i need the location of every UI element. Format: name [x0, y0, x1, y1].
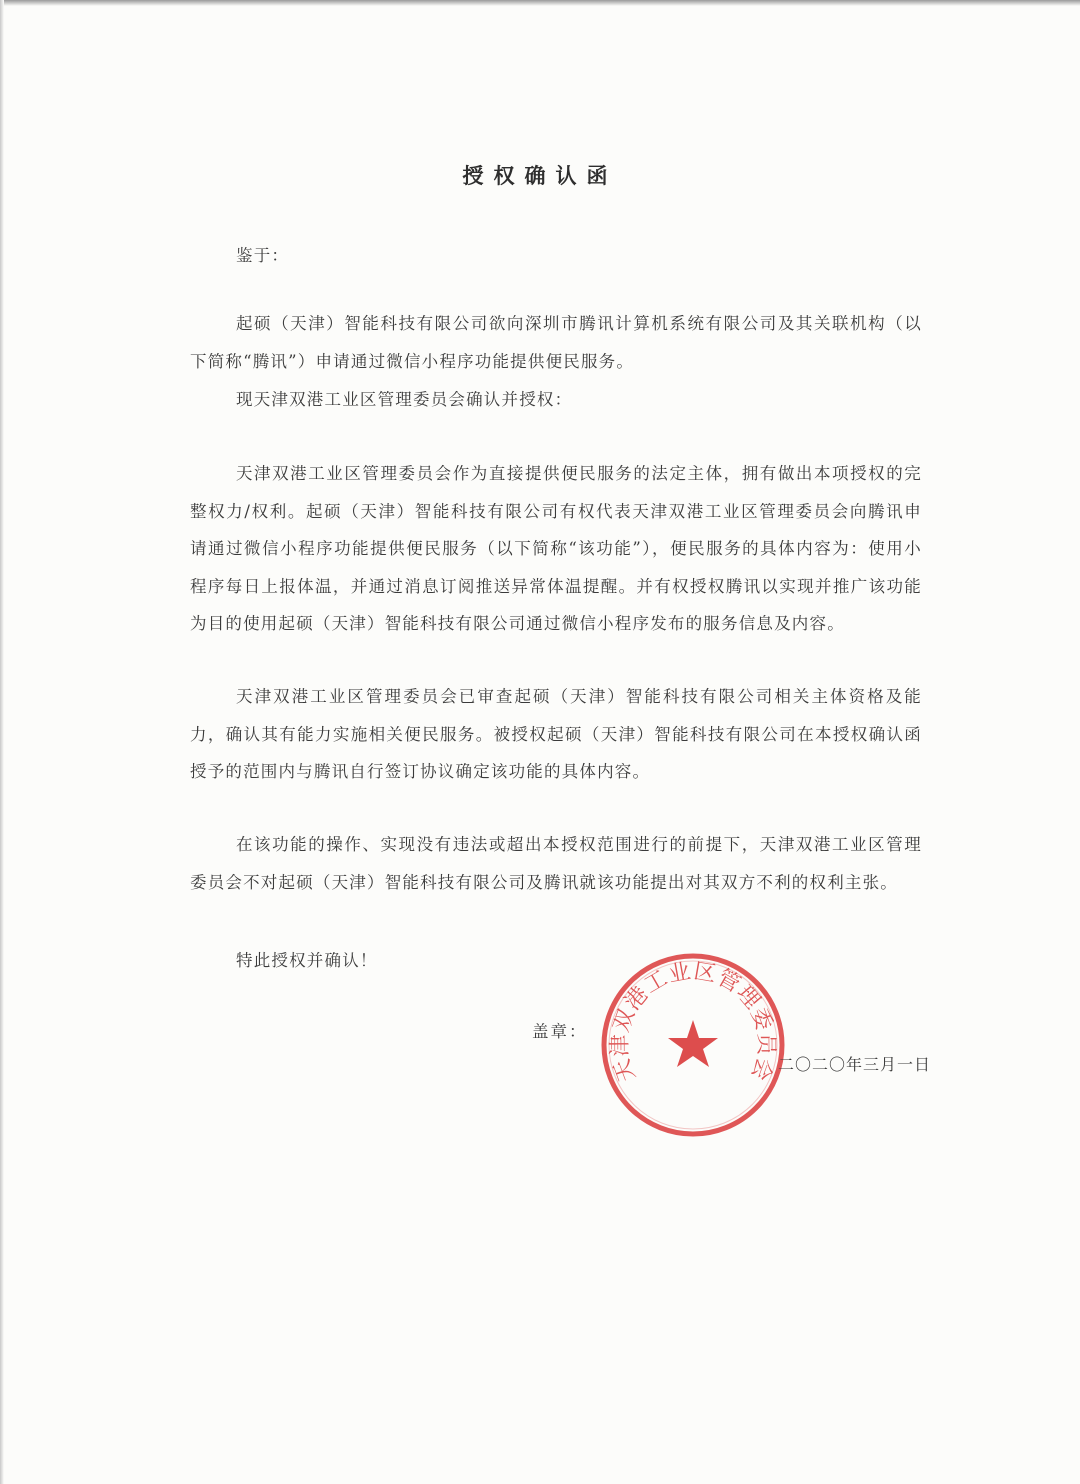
salutation: 鉴于： — [236, 246, 290, 265]
paragraph-closing: 特此授权并确认！ — [236, 951, 378, 970]
document-title: 授权确认函 — [462, 163, 618, 188]
svg-text:天津双港工业区管理委员会: 天津双港工业区管理委员会 — [607, 959, 779, 1085]
seal-label: 盖章： — [532, 1022, 588, 1041]
paragraph-review: 天津双港工业区管理委员会已审查起硕（天津）智能科技有限公司相关主体资格及能力，确认其有能力实施相关便民服务。被授权起硕（天津）智能科技有限公司在本授权确认函授予的范围内与腾讯自行签订协议确定该功能的具体内容。 — [190, 687, 922, 781]
scan-top-edge — [0, 0, 1080, 6]
paragraph-no-claim: 在该功能的操作、实现没有违法或超出本授权范围进行的前提下，天津双港工业区管理委员会不对起硕（天津）智能科技有限公司及腾讯就该功能提出对其双方不利的权利主张。 — [190, 835, 922, 892]
scan-left-edge — [0, 0, 4, 1484]
paragraph-confirm: 现天津双港工业区管理委员会确认并授权： — [236, 390, 573, 409]
official-seal — [598, 950, 788, 1140]
document-date: 二〇二〇年三月一日 — [778, 1055, 932, 1074]
paragraph-intro: 起硕（天津）智能科技有限公司欲向深圳市腾讯计算机系统有限公司及其关联机构（以下简称“腾讯”）申请通过微信小程序功能提供便民服务。 — [190, 314, 922, 371]
paragraph-authority: 天津双港工业区管理委员会作为直接提供便民服务的法定主体，拥有做出本项授权的完整权力/权利。起硕（天津）智能科技有限公司有权代表天津双港工业区管理委员会向腾讯申请通过微信小程序功能提供便民服务（以下简称“该功能”），便民服务的具体内容为：使用小程序每日上报体温，并通过消息订阅推送异常体温提醒。并有权授权腾讯以实现并推广该功能为目的使用起硕（天津）智能科技有限公司通过微信小程序发布的服务信息及内容。 — [190, 464, 922, 633]
star-icon — [668, 1020, 718, 1067]
